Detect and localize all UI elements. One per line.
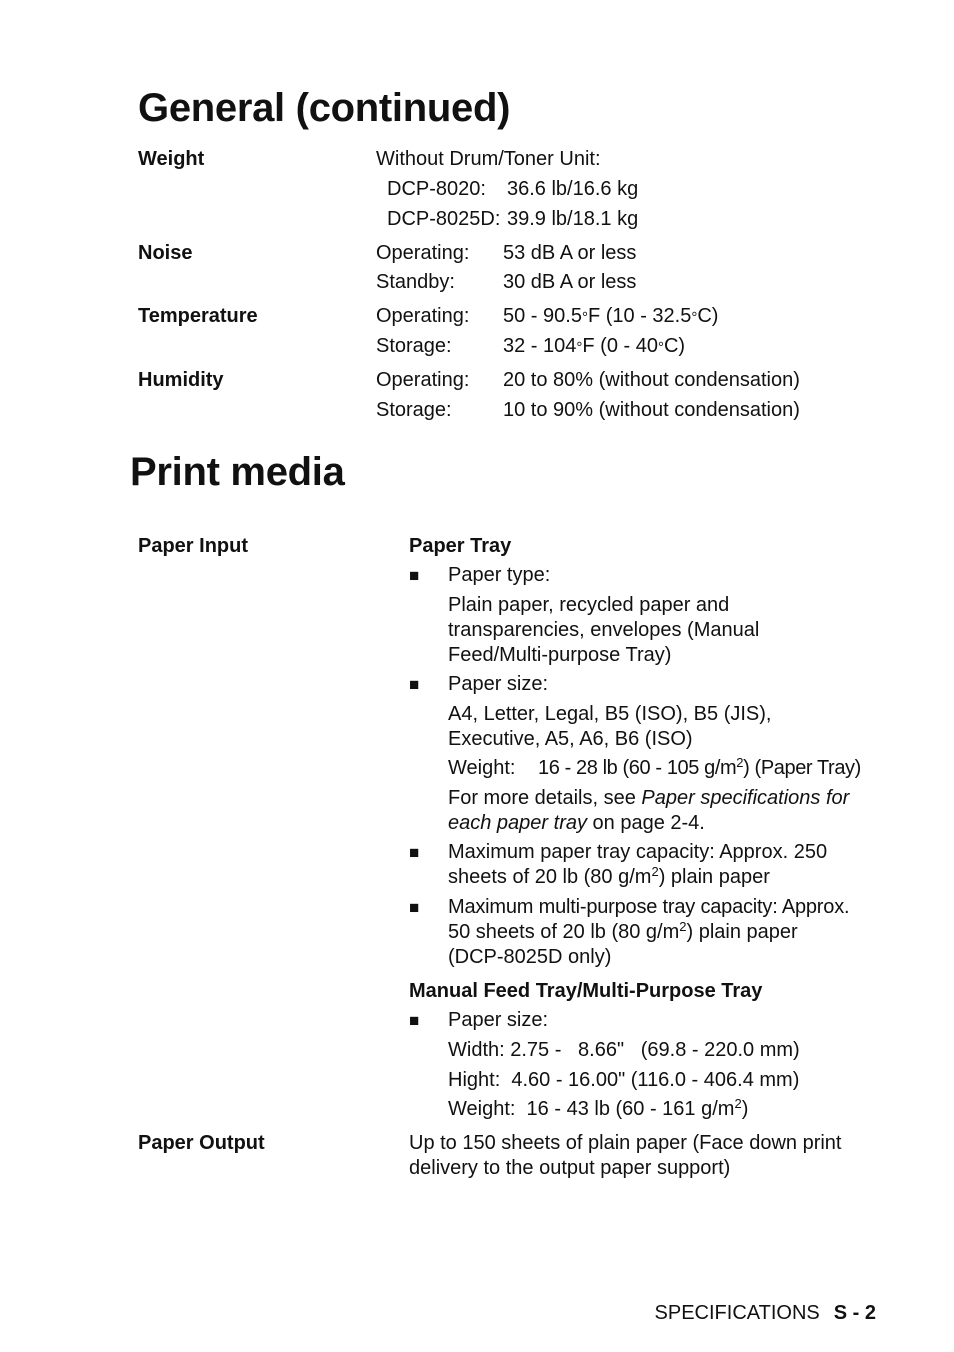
bullet-manual-size: ■ xyxy=(409,1011,420,1030)
paper-size-label: Paper size: xyxy=(448,673,549,695)
temperature-storage-value: 32 - 104°F (0 - 40°C) xyxy=(503,335,686,357)
temperature-storage-key: Storage: xyxy=(376,335,452,357)
paper-type-line1: Plain paper, recycled paper and xyxy=(448,594,730,616)
noise-standby-key: Standby: xyxy=(376,271,455,293)
noise-standby-value: 30 dB A or less xyxy=(503,271,637,293)
paper-weight-value: 16 - 28 lb (60 - 105 $g/m^2$) (Paper Tray) xyxy=(538,755,861,779)
mp-capacity-line1: Maximum multi-purpose tray capacity: Approx. xyxy=(448,896,850,918)
manual-width: Width: 2.75 - 8.66" (69.8 - 220.0 mm) xyxy=(448,1039,800,1061)
mp-capacity-line2: 50 sheets of 20 lb (80 $g/m^2$) plain paper xyxy=(448,919,798,943)
noise-operating-value: 53 dB A or less xyxy=(503,242,637,264)
details-line2: each paper tray on page 2-4. xyxy=(448,812,705,834)
manual-weight: Weight: 16 - 43 lb (60 - 161 $g/m^2$) xyxy=(448,1096,749,1120)
paper-input-label: Paper Input xyxy=(138,535,249,557)
manual-hight: Hight: 4.60 - 16.00" (116.0 - 406.4 mm) xyxy=(448,1069,800,1091)
humidity-storage-key: Storage: xyxy=(376,399,452,421)
noise-label: Noise xyxy=(138,242,193,264)
mp-capacity-line3: (DCP-8025D only) xyxy=(448,946,612,968)
paper-size-line2: Executive, A5, A6, B6 (ISO) xyxy=(448,728,693,750)
humidity-operating-key: Operating: xyxy=(376,369,470,391)
humidity-label: Humidity xyxy=(138,369,224,391)
footer-page-number: S - 2 xyxy=(833,1302,876,1324)
weight-label: Weight xyxy=(138,148,205,170)
weight-dcp8020-model: DCP-8020: xyxy=(387,178,486,200)
bullet-paper-size: ■ xyxy=(409,675,420,694)
bullet-mp-capacity: ■ xyxy=(409,898,420,917)
details-line1: For more details, see Paper specifications for xyxy=(448,787,850,809)
section-title-general: General (continued) xyxy=(138,86,511,130)
temperature-label: Temperature xyxy=(138,305,258,327)
paper-tray-heading: Paper Tray xyxy=(409,535,512,557)
manual-feed-heading: Manual Feed Tray/Multi-Purpose Tray xyxy=(409,980,763,1002)
tray-capacity-line2: sheets of 20 lb (80 $g/m^2$) plain paper xyxy=(448,864,770,888)
weight-dcp8025d-value: 39.9 lb/18.1 kg xyxy=(507,208,639,230)
paper-output-label: Paper Output xyxy=(138,1132,265,1154)
weight-dcp8020-value: 36.6 lb/16.6 kg xyxy=(507,178,639,200)
paper-weight-key: Weight: xyxy=(448,757,516,779)
noise-operating-key: Operating: xyxy=(376,242,470,264)
bullet-tray-capacity: ■ xyxy=(409,843,420,862)
tray-capacity-line1: Maximum paper tray capacity: Approx. 250 xyxy=(448,841,828,863)
paper-size-line1: A4, Letter, Legal, B5 (ISO), B5 (JIS), xyxy=(448,703,772,725)
temperature-operating-key: Operating: xyxy=(376,305,470,327)
manual-size-label: Paper size: xyxy=(448,1009,549,1031)
weight-dcp8025d-model: DCP-8025D: xyxy=(387,208,501,230)
weight-line1: Without Drum/Toner Unit: xyxy=(376,148,601,170)
temperature-operating-value: 50 - 90.5°F (10 - 32.5°C) xyxy=(503,305,719,327)
paper-output-line2: delivery to the output paper support) xyxy=(409,1157,731,1179)
paper-type-line3: Feed/Multi-purpose Tray) xyxy=(448,644,672,666)
bullet-paper-type: ■ xyxy=(409,566,420,585)
humidity-operating-value: 20 to 80% (without condensation) xyxy=(503,369,800,391)
section-title-print-media: Print media xyxy=(130,450,345,494)
humidity-storage-value: 10 to 90% (without condensation) xyxy=(503,399,800,421)
footer-section: SPECIFICATIONS xyxy=(654,1302,820,1324)
paper-type-line2: transparencies, envelopes (Manual xyxy=(448,619,760,641)
paper-type-label: Paper type: xyxy=(448,564,551,586)
paper-output-line1: Up to 150 sheets of plain paper (Face down print xyxy=(409,1132,842,1154)
page-footer xyxy=(655,1302,876,1325)
